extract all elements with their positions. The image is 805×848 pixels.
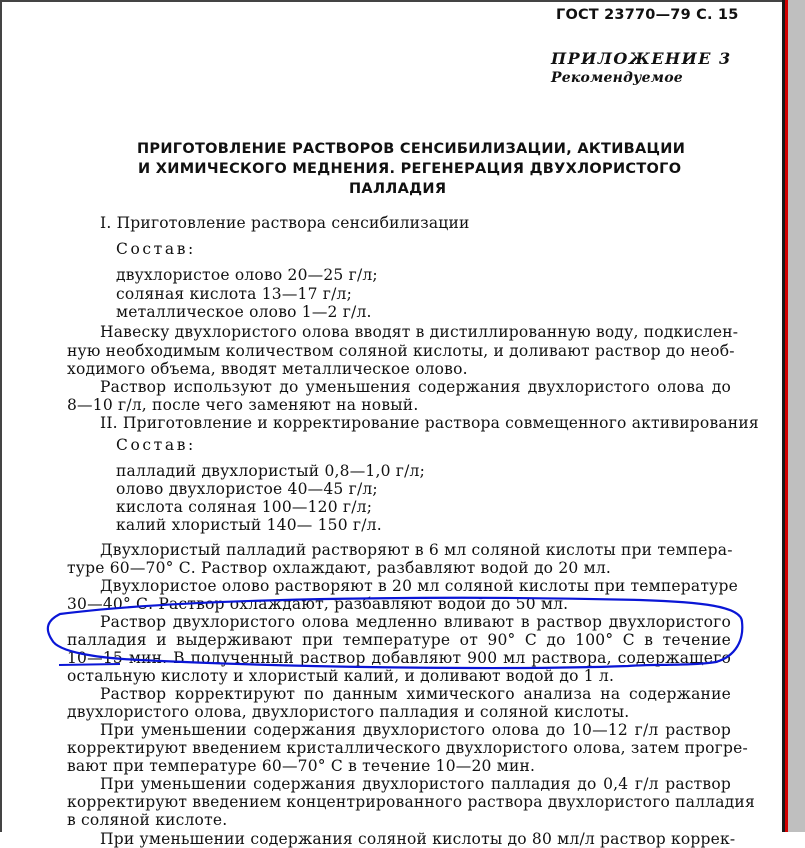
- appendix-subtitle: Рекомендуемое: [551, 70, 683, 86]
- composition-item: двухлористое олово 20—25 г/л;: [116, 266, 378, 284]
- document-title-line-3: ПАЛЛАДИЯ: [349, 181, 447, 197]
- paragraph-line: ную необходимым количеством соляной кислоты, и доливают раствор до необ-: [67, 342, 735, 360]
- paragraph-line: в соляной кислоте.: [67, 811, 228, 829]
- hand-drawn-ellipse: [48, 598, 742, 668]
- section-heading-1: I. Приготовление раствора сенсибилизации: [100, 214, 470, 232]
- paragraph-line: корректируют введением концентрированного раствора двухлористого палладия: [67, 793, 755, 811]
- paragraph-line: двухлористого олова, двухлористого палладия и соляной кислоты.: [67, 703, 630, 721]
- composition-item: калий хлористый 140— 150 г/л.: [116, 516, 382, 534]
- paragraph-line: При уменьшении содержания двухлористого олова до 10—12 г/л раствор: [100, 721, 731, 739]
- section-heading-2: II. Приготовление и корректирование раствора совмещенного активирования: [100, 414, 759, 432]
- paragraph-line: остальную кислоту и хлористый калий, и доливают водой до 1 л.: [67, 667, 615, 685]
- document-title-line-2: И ХИМИЧЕСКОГО МЕДНЕНИЯ. РЕГЕНЕРАЦИЯ ДВУХЛОРИСТОГО: [138, 161, 682, 177]
- paragraph-line: корректируют введением кристаллического двухлористого олова, затем прогре-: [67, 739, 748, 757]
- paragraph-line: 8—10 г/л, после чего заменяют на новый.: [67, 396, 419, 414]
- paragraph-line: ходимого объема, вводят металлическое олово.: [67, 360, 468, 378]
- appendix-title: ПРИЛОЖЕНИЕ 3: [551, 49, 732, 68]
- paragraph-line: Навеску двухлористого олова вводят в дистиллированную воду, подкислен-: [100, 323, 739, 341]
- paragraph-line: Двухлористый палладий растворяют в 6 мл соляной кислоты при темпера-: [100, 541, 733, 559]
- paragraph-line: вают при температуре 60—70° С в течение 10—20 мин.: [67, 757, 536, 775]
- composition-item: олово двухлористое 40—45 г/л;: [116, 480, 378, 498]
- paragraph-line: Раствор используют до уменьшения содержания двухлористого олова до: [100, 378, 731, 396]
- paragraph-line: При уменьшении содержания двухлористого палладия до 0,4 г/л раствор: [100, 775, 731, 793]
- highlighted-paragraph-line: палладия и выдерживают при температуре от 90° С до 100° С в течение: [67, 631, 731, 649]
- window-scroll-gutter[interactable]: [788, 0, 805, 832]
- page-header: ГОСТ 23770—79 С. 15: [556, 7, 739, 23]
- composition-item: металлическое олово 1—2 г/л.: [116, 303, 372, 321]
- paragraph-line: Двухлористое олово растворяют в 20 мл соляной кислоты при температуре: [100, 577, 738, 595]
- composition-item: соляная кислота 13—17 г/л;: [116, 285, 353, 303]
- composition-item: кислота соляная 100—120 г/л;: [116, 498, 373, 516]
- composition-item: палладий двухлористый 0,8—1,0 г/л;: [116, 462, 425, 480]
- hand-drawn-underline: [59, 664, 120, 665]
- highlighted-paragraph-line: 10—15 мин. В полученный раствор добавляют 900 мл раствора, содержащего: [67, 649, 731, 667]
- highlighted-paragraph-line: Раствор двухлористого олова медленно вливают в раствор двухлористого: [100, 613, 731, 631]
- composition-label-2: Состав:: [116, 436, 196, 454]
- document-title-line-1: ПРИГОТОВЛЕНИЕ РАСТВОРОВ СЕНСИБИЛИЗАЦИИ, АКТИВАЦИИ: [137, 141, 686, 157]
- paragraph-line: 30—40° С. Раствор охлаждают, разбавляют водой до 50 мл.: [67, 595, 569, 613]
- paragraph-line: туре 60—70° С. Раствор охлаждают, разбавляют водой до 20 мл.: [67, 559, 612, 577]
- paragraph-line: Раствор корректируют по данным химического анализа на содержание: [100, 685, 731, 703]
- paragraph-line: При уменьшении содержания соляной кислоты до 80 мл/л раствор коррек-: [100, 830, 736, 848]
- composition-label-1: Состав:: [116, 240, 196, 258]
